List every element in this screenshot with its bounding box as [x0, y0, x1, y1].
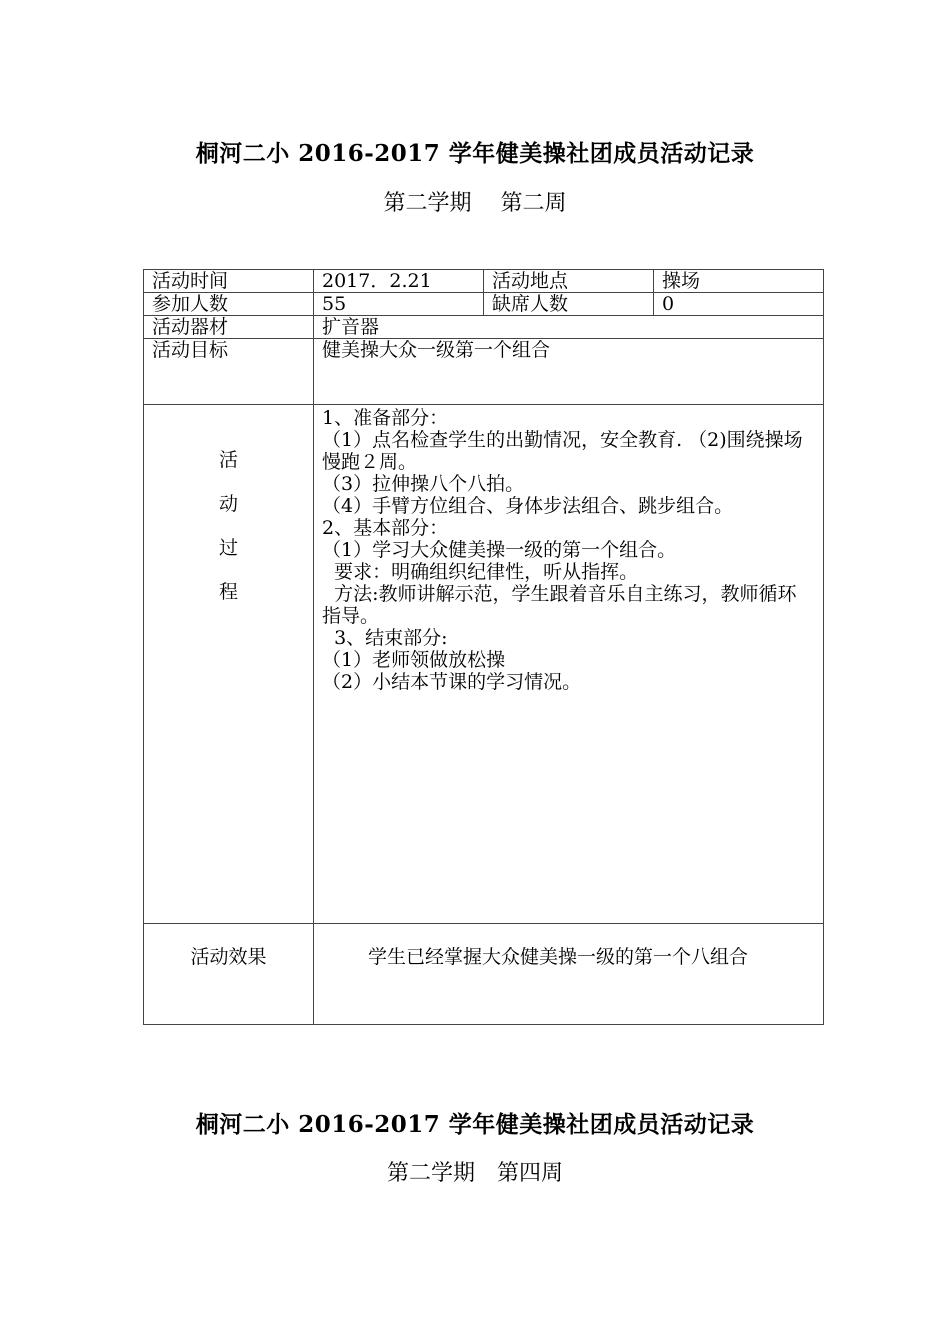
absent-value: 0 — [654, 293, 824, 316]
process-line: 3、结束部分: — [322, 627, 448, 649]
process-line: （1）学习大众健美操一级的第一个组合。 — [322, 539, 677, 561]
process-char: 程 — [218, 581, 238, 603]
table-row — [144, 270, 824, 293]
time-value: 2017．2.21 — [314, 270, 484, 293]
record-subtitle: 第二学期 第二周 — [383, 191, 567, 216]
record-title-2: 桐河二小 2016-2017 学年健美操社团成员活动记录 — [195, 1111, 755, 1138]
process-line: 方法:教师讲解示范，学生跟着音乐自主练习，教师循环指导。 — [322, 583, 797, 627]
process-line: （3）拉伸操八个八拍。 — [322, 473, 525, 495]
record-title: 桐河二小 2016-2017 学年健美操社团成员活动记录 — [195, 140, 755, 167]
process-line: （1）老师领做放松操 — [322, 649, 506, 671]
equip-value: 扩音器 — [314, 316, 824, 339]
process-line: （1）点名检查学生的出勤情况，安全教育. （2)围绕操场慢跑２周。 — [322, 429, 803, 473]
process-line: （2）小结本节课的学习情况。 — [322, 671, 582, 693]
equip-label: 活动器材 — [144, 316, 314, 339]
process-line: 1、准备部分： — [322, 407, 449, 429]
process-content — [314, 405, 824, 924]
effect-value: 学生已经掌握大众健美操一级的第一个八组合 — [314, 924, 824, 1025]
process-line: 要求：明确组织纪律性，听从指挥。 — [322, 561, 639, 583]
goal-label: 活动目标 — [144, 339, 314, 405]
time-label: 活动时间 — [144, 270, 314, 293]
place-value: 操场 — [654, 270, 824, 293]
process-line: 2、基本部分： — [322, 517, 449, 539]
record-subtitle-2: 第二学期 第四周 — [386, 1161, 563, 1186]
absent-label: 缺席人数 — [484, 293, 654, 316]
effect-label: 活动效果 — [144, 924, 314, 1025]
activity-record-table — [143, 269, 824, 1025]
process-line: （4）手臂方位组合、身体步法组合、跳步组合。 — [322, 495, 734, 517]
process-char: 过 — [218, 537, 238, 559]
table-row — [144, 316, 824, 339]
table-row — [144, 405, 824, 924]
place-label: 活动地点 — [484, 270, 654, 293]
process-char: 动 — [218, 493, 238, 515]
table-row — [144, 293, 824, 316]
table-row — [144, 924, 824, 1025]
process-char: 活 — [218, 449, 238, 471]
goal-value: 健美操大众一级第一个组合 — [314, 339, 824, 405]
attend-label: 参加人数 — [144, 293, 314, 316]
process-label — [144, 405, 314, 924]
table-row — [144, 339, 824, 405]
attend-value: 55 — [314, 293, 484, 316]
